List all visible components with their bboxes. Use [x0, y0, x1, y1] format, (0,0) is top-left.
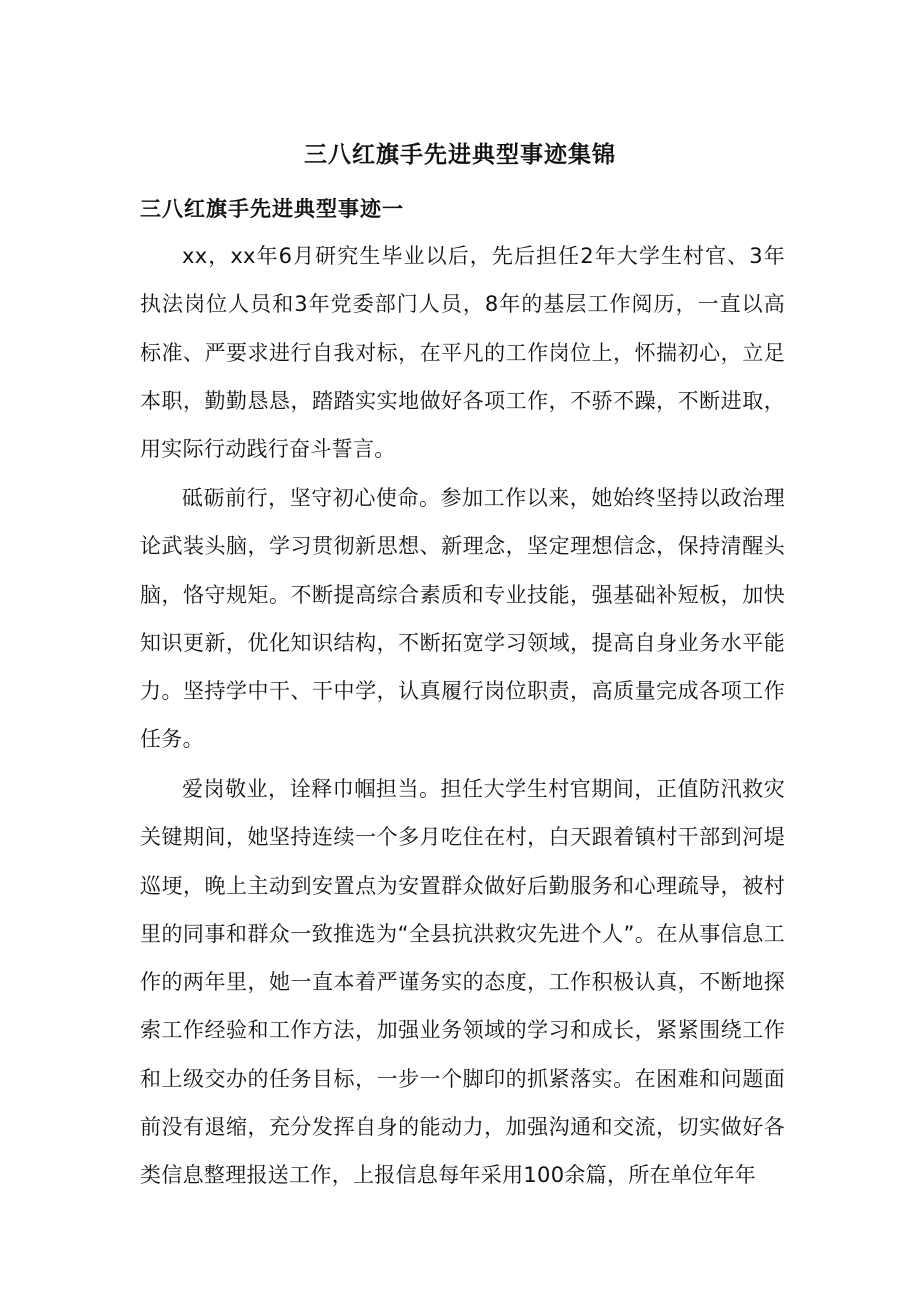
body-paragraph-2 — [140, 474, 785, 764]
body-paragraph-1 — [140, 232, 785, 473]
paragraph-text: 爱岗敬业，诠释巾帼担当。担任大学生村官期间，正值防汛救灾关键期间，她坚持连续一个多月吃住在村，白天跟着镇村干部到河堤巡埂，晚上主动到安置点为安置群众做好后勤服务和心理疏导，被村里的同事和群众一致推选为“全县抗洪救灾先进个人”。在从事信息工作的两年里，她一直本着严谨务实的态度，工作积极认真，不断地探索工作经验和工作方法，加强业务领域的学习和成长，紧紧围绕工作和上级交办的任务目标，一步一个脚印的抓紧落实。在困难和问题面前没有退缩，充分发挥自身的能动力，加强沟通和交流，切实做好各类信息整理报送工作，上报信息每年采用100余篇，所在单位年年 — [140, 777, 785, 1188]
section-heading: 三八红旗手先进典型事迹一 — [140, 197, 404, 221]
document-title: 三八红旗手先进典型事迹集锦 — [304, 142, 616, 168]
paragraph-text: 砥砺前行，坚守初心使命。参加工作以来，她始终坚持以政治理论武装头脑，学习贯彻新思想、新理念，坚定理想信念，保持清醒头脑，恪守规矩。不断提高综合素质和专业技能，强基础补短板，加快知识更新，优化知识结构，不断拓宽学习领域，提高自身业务水平能力。坚持学中干、干中学，认真履行岗位职责，高质量完成各项工作任务。 — [140, 486, 785, 752]
paragraph-text: xx，xx年6月研究生毕业以后，先后担任2年大学生村官、3年执法岗位人员和3年党委部门人员，8年的基层工作阅历，一直以高标准、严要求进行自我对标，在平凡的工作岗位上，怀揣初心，立足本职，勤勤恳恳，踏踏实实地做好各项工作，不骄不躁，不断进取，用实际行动践行奋斗誓言。 — [140, 244, 785, 462]
body-paragraph-3 — [140, 765, 785, 1200]
